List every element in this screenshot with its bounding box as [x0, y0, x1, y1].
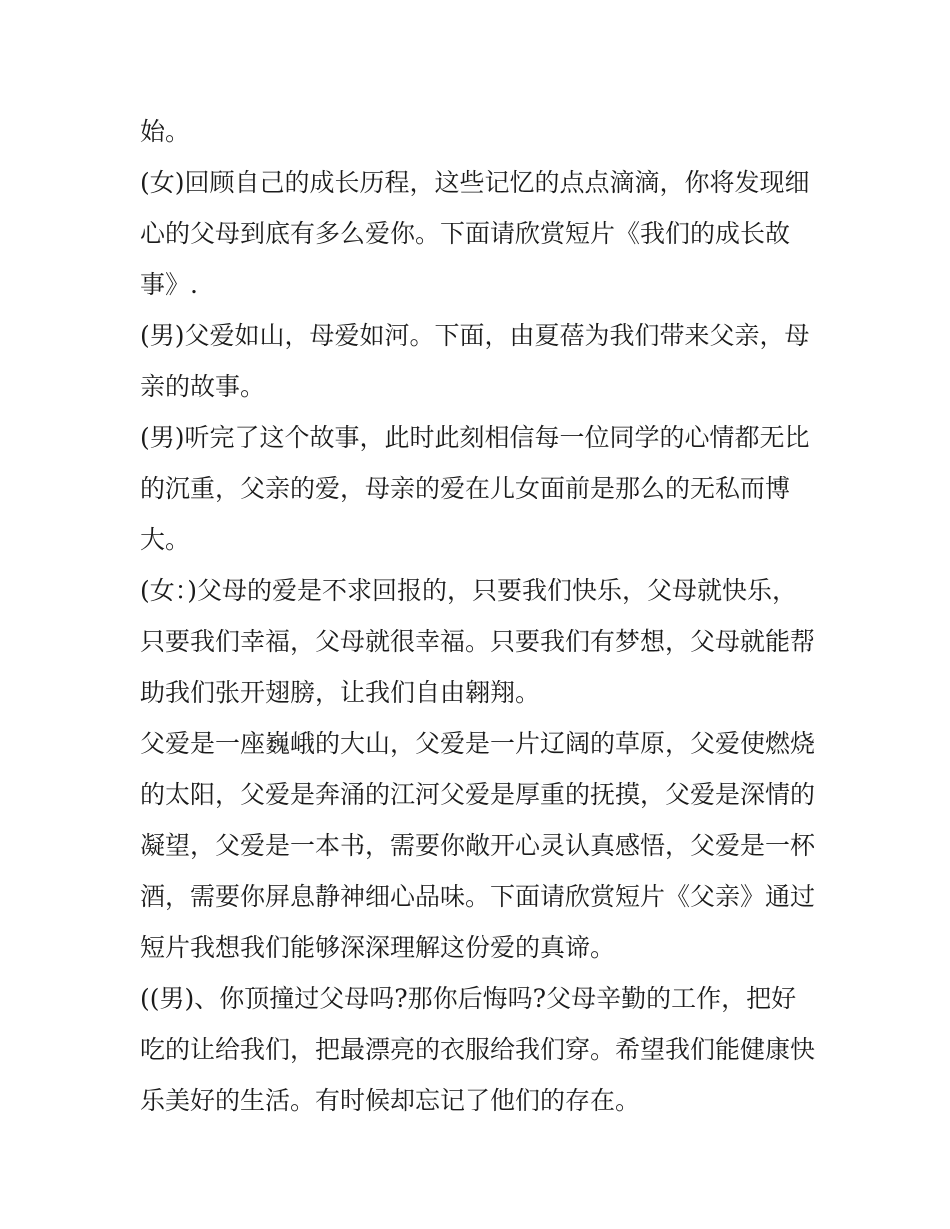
paragraph-female-growth-story: (女)回顾自己的成长历程，这些记忆的点点滴滴，你将发现细心的父母到底有多么爱你。下面请欣赏短片《我们的成长故事》. — [140, 168, 810, 299]
paragraph-female-parents-love: (女：)父母的爱是不求回报的，只要我们快乐，父母就快乐，只要我们幸福，父母就很幸福。只要我们有梦想，父母就能帮助我们张开翅膀，让我们自由翱翔。 — [140, 576, 816, 707]
paragraph-male-after-story: (男)听完了这个故事，此时此刻相信每一位同学的心情都无比的沉重，父亲的爱，母亲的爱在儿女面前是那么的无私而博大。 — [140, 423, 810, 554]
paragraph-male-question: ((男)、你顶撞过父母吗?那你后悔吗?父母辛勤的工作，把好吃的让给我们，把最漂亮的衣服给我们穿。希望我们能健康快乐美好的生活。有时候却忘记了他们的存在。 — [140, 984, 816, 1115]
document-body — [140, 106, 820, 1126]
paragraph-continuation: 始。 — [140, 117, 191, 146]
paragraph-fathers-love: 父爱是一座巍峨的大山，父爱是一片辽阔的草原，父爱使燃烧的太阳，父爱是奔涌的江河父爱是厚重的抚摸，父爱是深情的凝望，父爱是一本书，需要你敞开心灵认真感悟，父爱是一杯酒，需要你屏息静神细心品味。下面请欣赏短片《父亲》通过短片我想我们能够深深理解这份爱的真谛。 — [140, 729, 816, 962]
paragraph-male-mountain-river: (男)父爱如山，母爱如河。下面，由夏蓓为我们带来父亲，母亲的故事。 — [140, 321, 810, 401]
